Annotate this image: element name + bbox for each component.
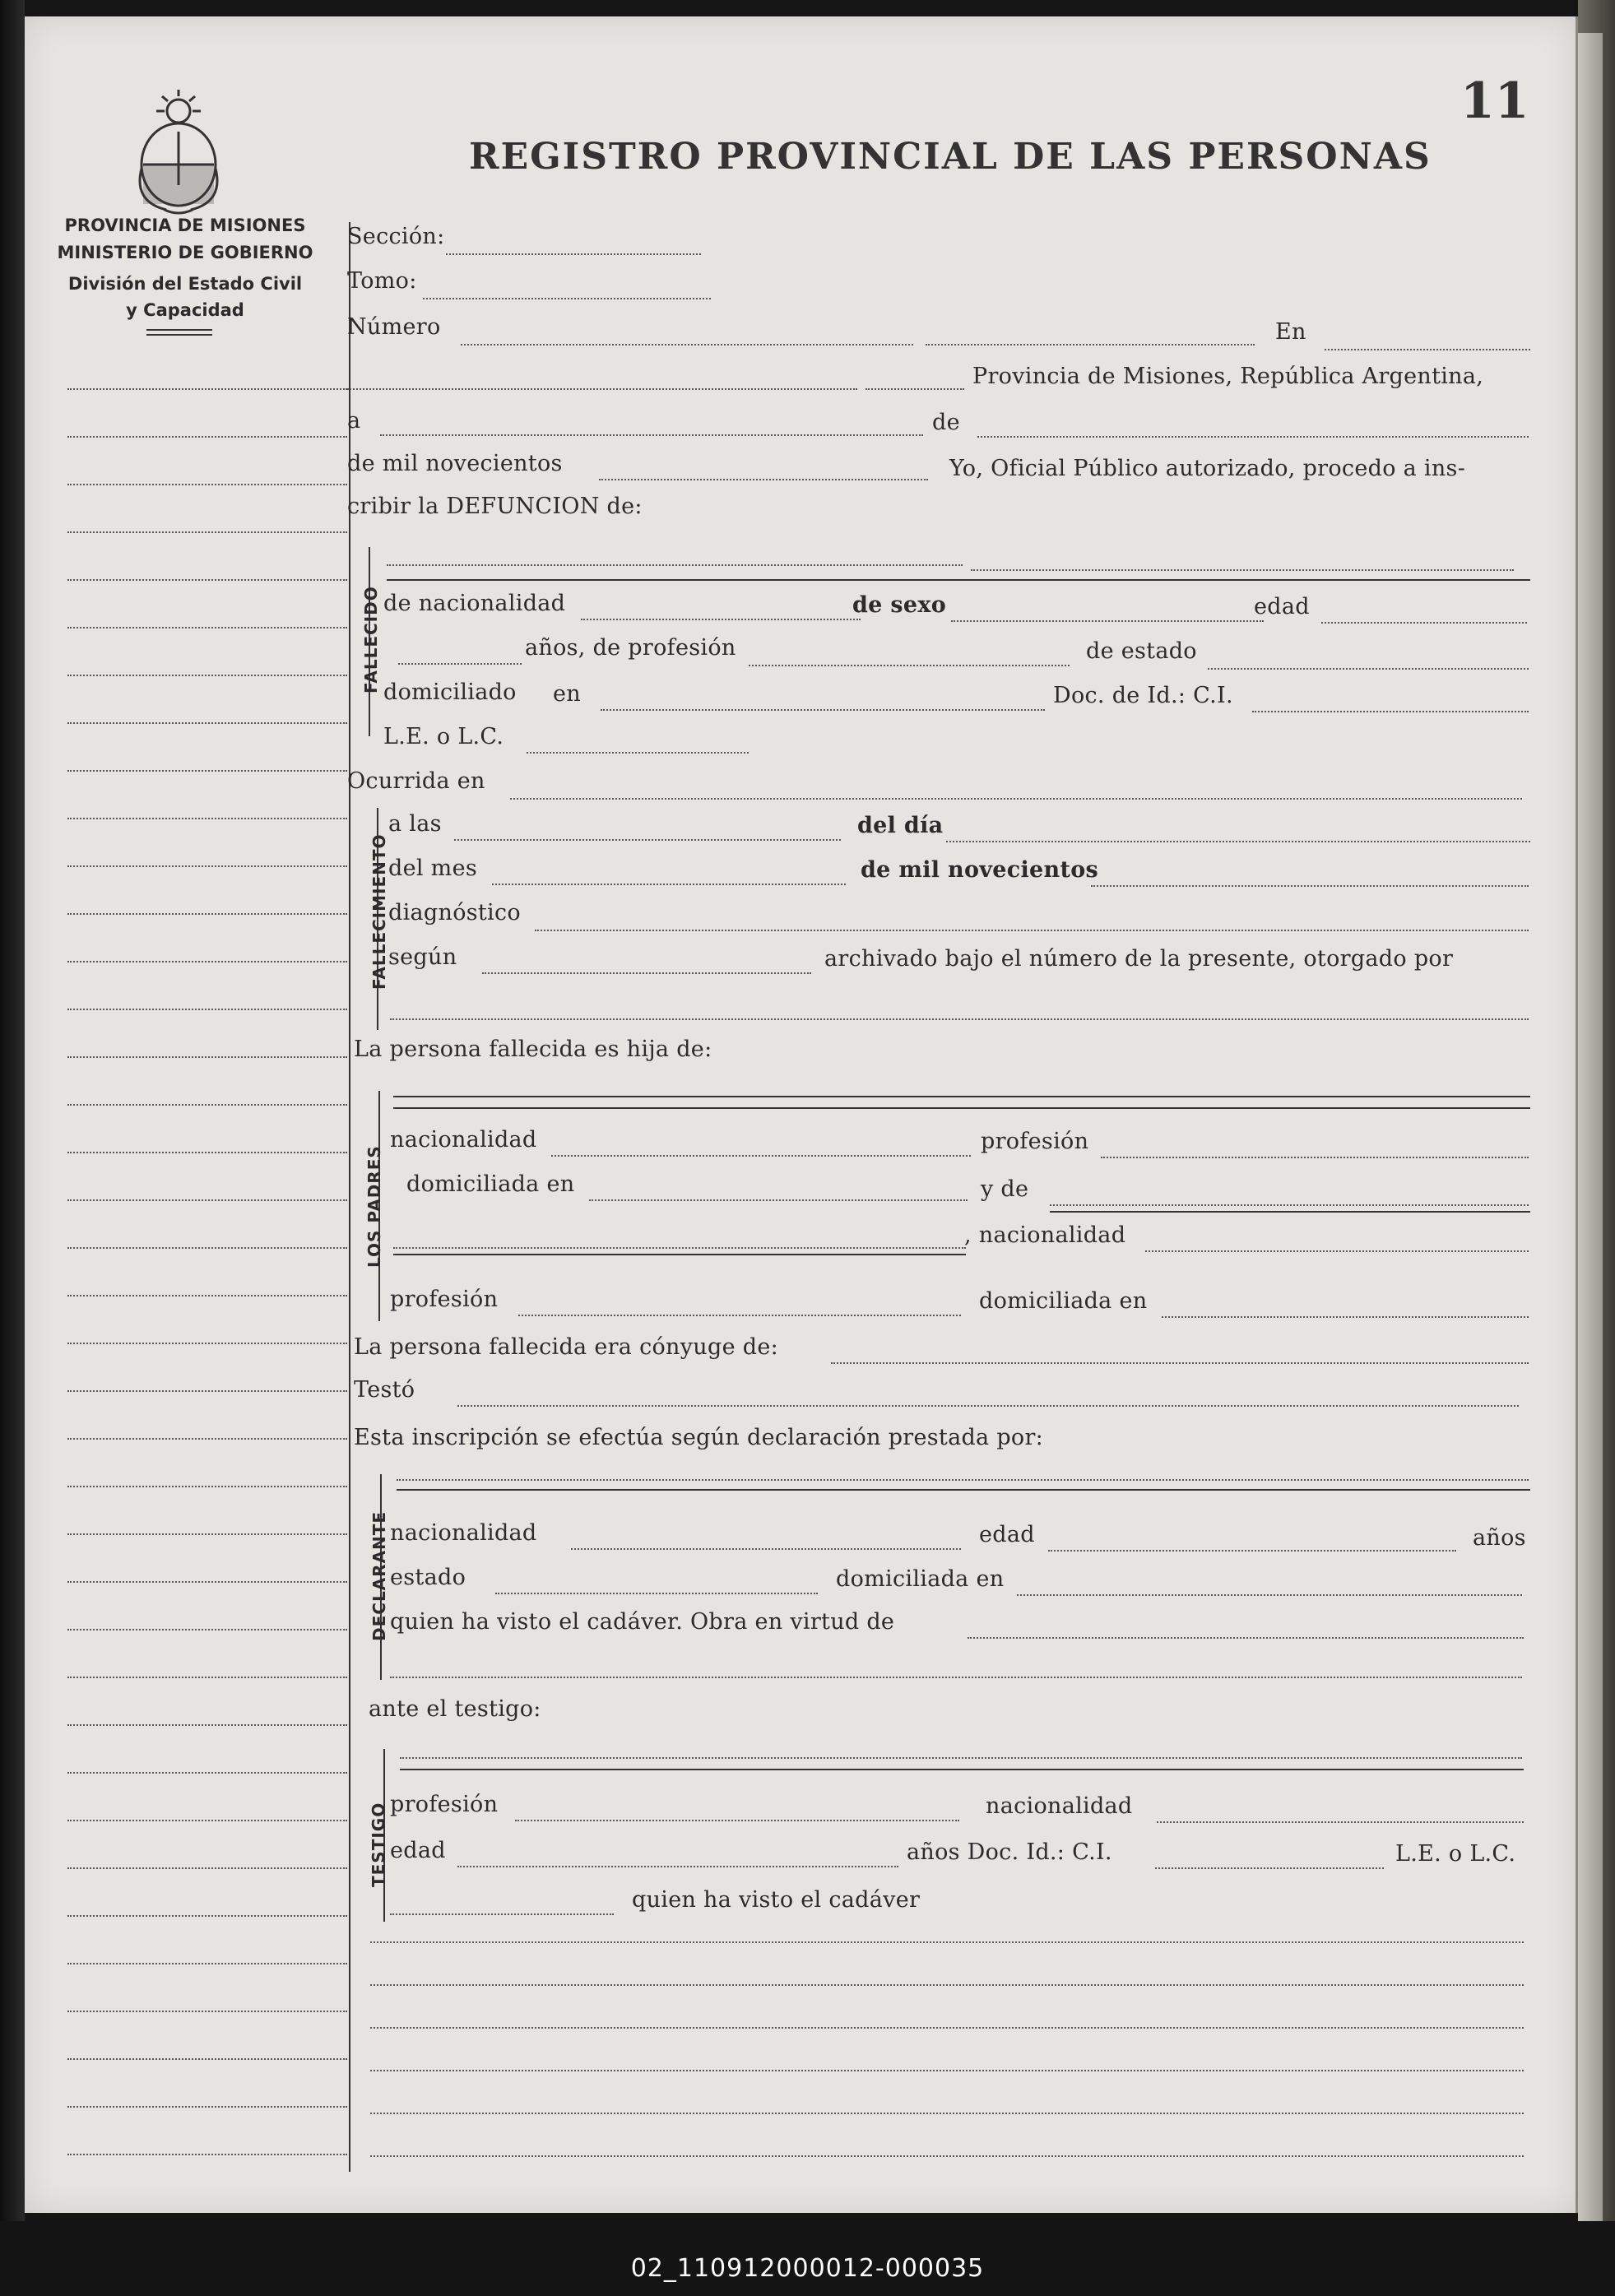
archivado-text: archivado bajo el número de la presente, otorgado por (824, 946, 1454, 972)
testigo-doc-field[interactable] (1155, 1867, 1384, 1869)
del-dia-label: del día (857, 813, 944, 838)
diagnostico-label: diagnóstico (388, 900, 521, 925)
fallecido-label: FALLECIDO (361, 586, 381, 693)
testigo-label: TESTIGO (369, 1802, 388, 1887)
margin-note-line[interactable] (67, 818, 347, 819)
edad-field[interactable] (1321, 622, 1527, 624)
ano-fallecimiento-field[interactable] (1091, 885, 1529, 887)
testo-field[interactable] (457, 1405, 1519, 1407)
margin-note-line[interactable] (67, 627, 347, 629)
conyuge-label: La persona fallecida era cónyuge de: (354, 1334, 778, 1360)
de-label: de (932, 410, 960, 435)
estado-field[interactable] (1208, 668, 1529, 670)
declarante-estado-label: estado (390, 1565, 466, 1590)
de-mil-novecientos-label: de mil novecientos (347, 451, 563, 476)
sexo-field[interactable] (951, 620, 1264, 622)
margin-note-line[interactable] (67, 1724, 347, 1726)
observaciones-line[interactable] (370, 2070, 1524, 2071)
madre-rule-2 (393, 1254, 966, 1255)
side-header-ministry: MINISTERIO DE GOBIERNO (57, 243, 313, 262)
declarante-nombre-field[interactable] (397, 1479, 1529, 1481)
segun-label: según (388, 944, 457, 970)
margin-note-line[interactable] (67, 1629, 347, 1630)
seccion-field[interactable] (446, 253, 701, 255)
padres-profesion-label: profesión (981, 1129, 1089, 1154)
nacionalidad-field[interactable] (581, 619, 861, 620)
observaciones-line[interactable] (370, 1984, 1524, 1986)
ano-field[interactable] (599, 479, 928, 480)
declarante-label: DECLARANTE (369, 1510, 389, 1641)
declarante-nacionalidad-label: nacionalidad (390, 1520, 537, 1546)
margin-note-line[interactable] (67, 675, 347, 676)
declarante-nacionalidad-field[interactable] (571, 1548, 961, 1550)
anos-profesion-label: años, de profesión (525, 635, 736, 661)
madre-nombre-field-2[interactable] (393, 1247, 966, 1249)
margin-note-line[interactable] (67, 2154, 347, 2155)
de-mil-nov-label: de mil novecientos (861, 857, 1099, 883)
mes-field[interactable] (492, 884, 846, 885)
y-de-label: y de (981, 1176, 1029, 1202)
a-label: a (347, 408, 361, 434)
testigo-profesion-field[interactable] (515, 1820, 959, 1821)
testigo-visto-label: quien ha visto el cadáver (632, 1887, 921, 1913)
oficial-text: Yo, Oficial Público autorizado, procedo a ins- (949, 456, 1466, 481)
margin-note-line[interactable] (67, 865, 347, 867)
margin-note-line[interactable] (67, 2106, 347, 2108)
observaciones-line[interactable] (370, 1941, 1524, 1943)
inscribir-text: cribir la DEFUNCION de: (347, 494, 643, 519)
lugar-field[interactable] (347, 388, 857, 390)
margin-note-line[interactable] (67, 531, 347, 533)
numero-field-2[interactable] (926, 344, 1255, 346)
side-header-capacidad: y Capacidad (126, 300, 244, 320)
margin-note-line[interactable] (67, 1390, 347, 1392)
observaciones-line[interactable] (370, 2155, 1524, 2157)
margin-note-line[interactable] (67, 1152, 347, 1153)
declaracion-label: Esta inscripción se efectúa según declaración prestada por: (354, 1425, 1044, 1450)
margin-note-line[interactable] (67, 1677, 347, 1678)
en-label: En (1275, 319, 1306, 345)
testigo-le-lc-label: L.E. o L.C. (1395, 1841, 1516, 1867)
margin-note-line[interactable] (67, 1963, 347, 1964)
margin-note-line[interactable] (67, 961, 347, 962)
margin-note-line[interactable] (67, 1772, 347, 1774)
testigo-nacionalidad-field[interactable] (1157, 1821, 1524, 1823)
sexo-label: de sexo (852, 592, 947, 618)
declarante-domiciliada-label: domiciliada en (836, 1566, 1005, 1592)
side-underline (146, 329, 212, 331)
margin-note-line[interactable] (67, 913, 347, 915)
declarante-rule (397, 1489, 1530, 1491)
page-gutter (1578, 33, 1603, 2229)
padres-label: LOS PADRES (364, 1145, 384, 1268)
observaciones-line[interactable] (370, 2027, 1524, 2029)
page-title: REGISTRO PROVINCIAL DE LAS PERSONAS (469, 136, 1432, 178)
margin-note-line[interactable] (67, 1247, 347, 1249)
padres-nacionalidad-field[interactable] (551, 1155, 971, 1157)
testigo-nombre-field[interactable] (400, 1757, 1522, 1759)
margin-note-line[interactable] (67, 1486, 347, 1487)
side-underline (146, 334, 212, 336)
ocurrida-label: Ocurrida en (347, 768, 485, 794)
fallecido-nombre-field-2[interactable] (971, 569, 1514, 571)
side-header-division: División del Estado Civil (67, 274, 303, 294)
register-page (25, 16, 1578, 2213)
testigo-extra-field[interactable] (390, 1913, 614, 1915)
scan-id-caption: 02_110912000012-000035 (630, 2254, 985, 2283)
edad-anos-field[interactable] (398, 663, 522, 665)
padres-profesion-field[interactable] (1101, 1157, 1529, 1158)
en-field[interactable] (1325, 349, 1530, 350)
padres-domicilio-field[interactable] (589, 1199, 968, 1201)
doc-field[interactable] (1252, 711, 1529, 712)
declarante-domicilio-field[interactable] (1017, 1594, 1522, 1596)
declarante-estado-field[interactable] (495, 1593, 818, 1594)
a-las-label: a las (388, 811, 442, 837)
side-header-province: PROVINCIA DE MISIONES (64, 216, 306, 235)
madre-nacionalidad-label: , nacionalidad (964, 1222, 1126, 1248)
en-label-2: en (553, 681, 581, 707)
domicilio-field[interactable] (601, 709, 1045, 711)
declarante-edad-label: edad (979, 1522, 1035, 1547)
dia-field[interactable] (946, 841, 1530, 842)
margin-note-line[interactable] (67, 2011, 347, 2012)
ocurrida-field[interactable] (510, 798, 1522, 800)
tomo-field[interactable] (423, 298, 711, 299)
testigo-rule (400, 1769, 1524, 1770)
testo-label: Testó (354, 1377, 415, 1403)
margin-note-line[interactable] (67, 1915, 347, 1917)
estado-label: de estado (1086, 638, 1197, 664)
provincia-text: Provincia de Misiones, República Argentina, (972, 364, 1484, 389)
fallecimiento-label: FALLECIMIENTO (369, 833, 389, 990)
madre-profesion-field[interactable] (518, 1315, 961, 1316)
margin-note-line[interactable] (67, 484, 347, 485)
hija-de-label: La persona fallecida es hija de: (354, 1037, 712, 1062)
doc-label: Doc. de Id.: C.I. (1053, 683, 1233, 708)
margin-note-line[interactable] (67, 388, 347, 390)
profesion-field[interactable] (749, 665, 1070, 666)
numero-label: Número (347, 314, 441, 340)
observaciones-line[interactable] (370, 2113, 1524, 2114)
madre-nacionalidad-field[interactable] (1145, 1250, 1529, 1252)
nacionalidad-label: de nacionalidad (383, 591, 566, 616)
declarante-virtud-field-2[interactable] (390, 1677, 1522, 1678)
madre-domiciliada-label: domiciliada en (979, 1288, 1148, 1314)
del-mes-label: del mes (388, 856, 478, 881)
madre-rule (1050, 1211, 1530, 1213)
margin-note-line[interactable] (67, 1343, 347, 1344)
margin-note-line[interactable] (67, 1867, 347, 1869)
testigo-anos-doc-label: años Doc. Id.: C.I. (907, 1839, 1112, 1865)
declarante-virtud-field[interactable] (968, 1637, 1524, 1639)
margin-note-line[interactable] (67, 1438, 347, 1440)
hora-field[interactable] (454, 839, 841, 841)
margin-note-line[interactable] (67, 1295, 347, 1296)
padres-rule-2 (393, 1107, 1530, 1109)
margin-note-line[interactable] (67, 1820, 347, 1821)
margin-note-line[interactable] (67, 1199, 347, 1201)
conyuge-field[interactable] (831, 1362, 1529, 1364)
margin-note-line[interactable] (67, 722, 347, 724)
margin-note-line[interactable] (67, 1056, 347, 1058)
lugar-field-2[interactable] (866, 388, 964, 390)
tomo-label: Tomo: (347, 268, 417, 294)
margin-note-line[interactable] (67, 1009, 347, 1010)
testigo-edad-field[interactable] (457, 1866, 898, 1867)
domiciliado-label: domiciliado (383, 680, 517, 705)
edad-label: edad (1254, 594, 1310, 619)
madre-domicilio-field[interactable] (1162, 1316, 1529, 1318)
numero-field[interactable] (461, 344, 913, 346)
de-field[interactable] (977, 436, 1529, 438)
le-lc-field[interactable] (527, 752, 749, 754)
margin-note-line[interactable] (67, 2058, 347, 2060)
segun-field[interactable] (482, 972, 811, 974)
declarante-edad-field[interactable] (1048, 1550, 1456, 1552)
margin-note-line[interactable] (67, 579, 347, 581)
le-lc-label: L.E. o L.C. (383, 724, 504, 749)
page-number: 11 (1460, 72, 1529, 130)
madre-nombre-field[interactable] (1050, 1204, 1529, 1206)
padres-rule (393, 1096, 1530, 1097)
coat-of-arms-icon (125, 86, 232, 218)
padres-nacionalidad-label: nacionalidad (390, 1127, 537, 1153)
padres-domiciliada-label: domiciliada en (406, 1171, 575, 1197)
margin-note-line[interactable] (67, 436, 347, 438)
testigo-profesion-label: profesión (390, 1792, 499, 1817)
diagnostico-field[interactable] (535, 930, 1529, 931)
ante-testigo-label: ante el testigo: (369, 1696, 541, 1722)
a-field[interactable] (380, 434, 923, 436)
declarante-anos-label: años (1473, 1525, 1526, 1551)
testigo-nacionalidad-label: nacionalidad (986, 1793, 1133, 1819)
testigo-edad-label: edad (390, 1838, 446, 1863)
madre-profesion-label: profesión (390, 1287, 499, 1312)
margin-note-line[interactable] (67, 1581, 347, 1583)
book-left-edge (0, 0, 25, 2296)
margin-note-line[interactable] (67, 1104, 347, 1106)
fallecido-nombre-field[interactable] (387, 564, 963, 566)
seccion-label: Sección: (347, 224, 445, 249)
margin-note-line[interactable] (67, 1533, 347, 1535)
fallecido-rule (387, 579, 1530, 581)
declarante-visto-label: quien ha visto el cadáver. Obra en virtud de (390, 1609, 895, 1635)
margin-note-line[interactable] (67, 770, 347, 772)
otorgado-field[interactable] (390, 1018, 1529, 1020)
